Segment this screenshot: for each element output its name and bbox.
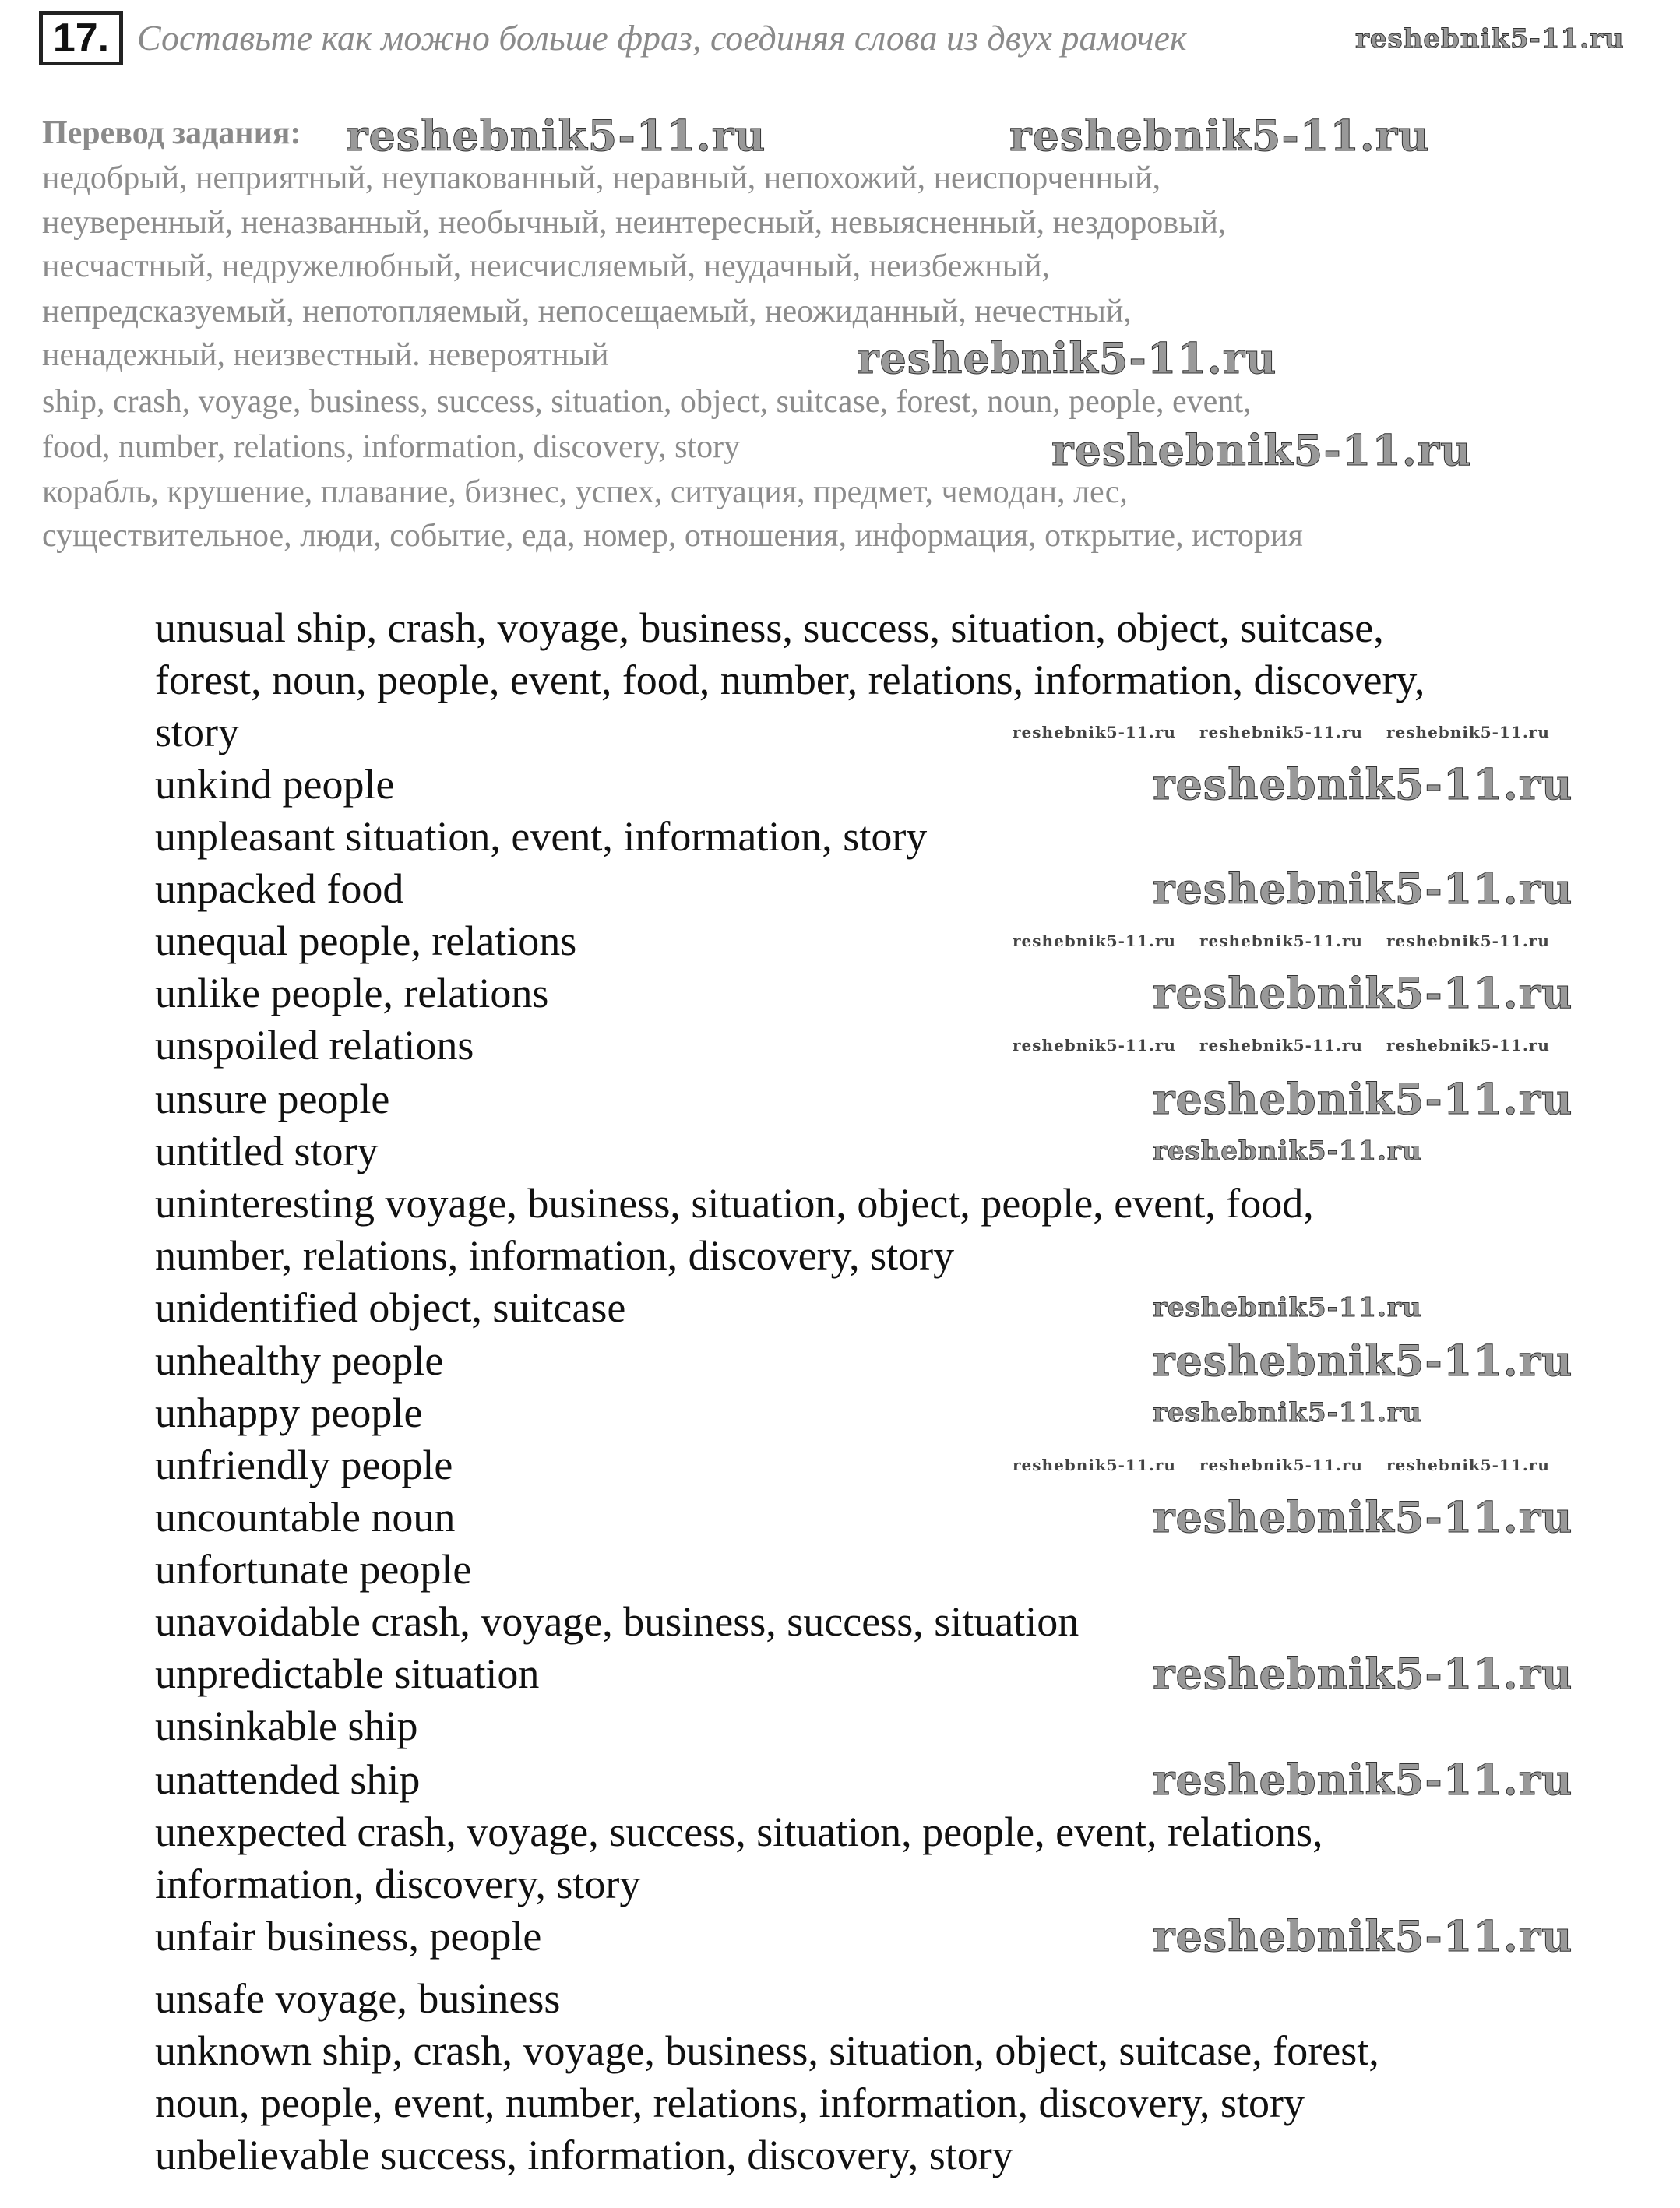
watermark-text: reshebnik5-11.ru bbox=[1153, 1911, 1573, 1961]
watermark-text: reshebnik5-11.ru bbox=[1013, 1456, 1176, 1474]
answer-line: unavoidable crash, voyage, business, success, situation bbox=[155, 1598, 1079, 1645]
answer-line: untitled story bbox=[155, 1128, 379, 1174]
watermark-text: reshebnik5-11.ru bbox=[1153, 1336, 1573, 1386]
answer-line: unattended ship bbox=[155, 1756, 421, 1803]
answer-line: unkind people bbox=[155, 761, 395, 808]
translation-label: Перевод задания: bbox=[42, 115, 301, 151]
watermark-text: reshebnik5-11.ru bbox=[1199, 931, 1363, 950]
watermark-text: reshebnik5-11.ru bbox=[1153, 759, 1573, 809]
translation-line: корабль, крушение, плавание, бизнес, успех, ситуация, предмет, чемодан, лес, bbox=[42, 474, 1128, 510]
watermark-text: reshebnik5-11.ru bbox=[1386, 1456, 1550, 1474]
answer-line: unsafe voyage, business bbox=[155, 1975, 561, 2022]
watermark-text: reshebnik5-11.ru bbox=[1386, 1036, 1550, 1055]
answer-line: unhealthy people bbox=[155, 1337, 444, 1384]
answer-line: unfriendly people bbox=[155, 1442, 453, 1488]
answer-line: number, relations, information, discovery, story bbox=[155, 1232, 955, 1279]
watermark-text: reshebnik5-11.ru bbox=[1153, 1397, 1422, 1428]
watermark-text: reshebnik5-11.ru bbox=[1153, 1074, 1573, 1124]
answer-line: unexpected crash, voyage, success, situation, people, event, relations, bbox=[155, 1808, 1323, 1855]
watermark-text: reshebnik5-11.ru bbox=[1153, 1292, 1422, 1323]
translation-line: ship, crash, voyage, business, success, situation, object, suitcase, forest, noun, people, event, bbox=[42, 384, 1252, 420]
watermark-text: reshebnik5-11.ru bbox=[1013, 931, 1176, 950]
answer-line: unbelievable success, information, discovery, story bbox=[155, 2132, 1013, 2178]
answer-line: unsinkable ship bbox=[155, 1703, 418, 1749]
watermark-text: reshebnik5-11.ru bbox=[1153, 968, 1573, 1018]
answer-line: unfair business, people bbox=[155, 1913, 542, 1960]
answer-line: information, discovery, story bbox=[155, 1861, 641, 1907]
translation-line: непредсказуемый, непотопляемый, непосещаемый, неожиданный, нечестный, bbox=[42, 294, 1132, 329]
translation-line: несчастный, недружелюбный, неисчисляемый, неудачный, неизбежный, bbox=[42, 248, 1050, 284]
answer-line: unidentified object, suitcase bbox=[155, 1284, 626, 1331]
answer-line: noun, people, event, number, relations, information, discovery, story bbox=[155, 2079, 1305, 2126]
answer-line: unsure people bbox=[155, 1076, 390, 1122]
answer-line: unequal people, relations bbox=[155, 917, 577, 964]
watermark-text: reshebnik5-11.ru bbox=[1199, 1036, 1363, 1055]
answer-line: unfortunate people bbox=[155, 1546, 472, 1593]
answer-line: forest, noun, people, event, food, number, relations, information, discovery, bbox=[155, 657, 1425, 703]
answer-line: unhappy people bbox=[155, 1389, 423, 1436]
watermark-text: reshebnik5-11.ru bbox=[1153, 864, 1573, 914]
answer-line: unpacked food bbox=[155, 865, 404, 912]
translation-line: неуверенный, неназванный, необычный, неинтересный, невыясненный, нездоровый, bbox=[42, 205, 1227, 241]
answer-line: unpredictable situation bbox=[155, 1650, 540, 1697]
answer-line: unlike people, relations bbox=[155, 970, 549, 1016]
answer-line: uncountable noun bbox=[155, 1494, 456, 1541]
watermark-text: reshebnik5-11.ru bbox=[1355, 23, 1625, 55]
watermark-text: reshebnik5-11.ru bbox=[1153, 1755, 1573, 1805]
watermark-text: reshebnik5-11.ru bbox=[857, 333, 1277, 383]
watermark-text: reshebnik5-11.ru bbox=[1009, 111, 1430, 160]
exercise-instruction: Составьте как можно больше фраз, соединяя слова из двух рамочек bbox=[137, 18, 1187, 58]
answer-line: unusual ship, crash, voyage, business, success, situation, object, suitcase, bbox=[155, 604, 1384, 651]
watermark-text: reshebnik5-11.ru bbox=[1153, 1492, 1573, 1542]
watermark-text: reshebnik5-11.ru bbox=[1013, 1036, 1176, 1055]
translation-line: food, number, relations, information, discovery, story bbox=[42, 429, 741, 465]
translation-line: существительное, люди, событие, еда, номер, отношения, информация, открытие, история bbox=[42, 518, 1303, 554]
watermark-text: reshebnik5-11.ru bbox=[1386, 723, 1550, 741]
exercise-number: 17. bbox=[39, 11, 123, 65]
watermark-text: reshebnik5-11.ru bbox=[1199, 723, 1363, 741]
answer-line: uninteresting voyage, business, situation, object, people, event, food, bbox=[155, 1180, 1314, 1227]
answer-line: unknown ship, crash, voyage, business, situation, object, suitcase, forest, bbox=[155, 2027, 1379, 2074]
watermark-text: reshebnik5-11.ru bbox=[1199, 1456, 1363, 1474]
watermark-text: reshebnik5-11.ru bbox=[1013, 723, 1176, 741]
watermark-text: reshebnik5-11.ru bbox=[1153, 1136, 1422, 1167]
translation-line: ненадежный, неизвестный. невероятный bbox=[42, 337, 609, 373]
watermark-text: reshebnik5-11.ru bbox=[1051, 425, 1472, 475]
watermark-text: reshebnik5-11.ru bbox=[1153, 1649, 1573, 1699]
answer-line: story bbox=[155, 709, 239, 755]
watermark-text: reshebnik5-11.ru bbox=[346, 111, 766, 160]
translation-line: недобрый, неприятный, неупакованный, неравный, непохожий, неиспорченный, bbox=[42, 160, 1161, 196]
watermark-text: reshebnik5-11.ru bbox=[1386, 931, 1550, 950]
answer-line: unspoiled relations bbox=[155, 1022, 474, 1069]
answer-line: unpleasant situation, event, information, story bbox=[155, 813, 928, 860]
